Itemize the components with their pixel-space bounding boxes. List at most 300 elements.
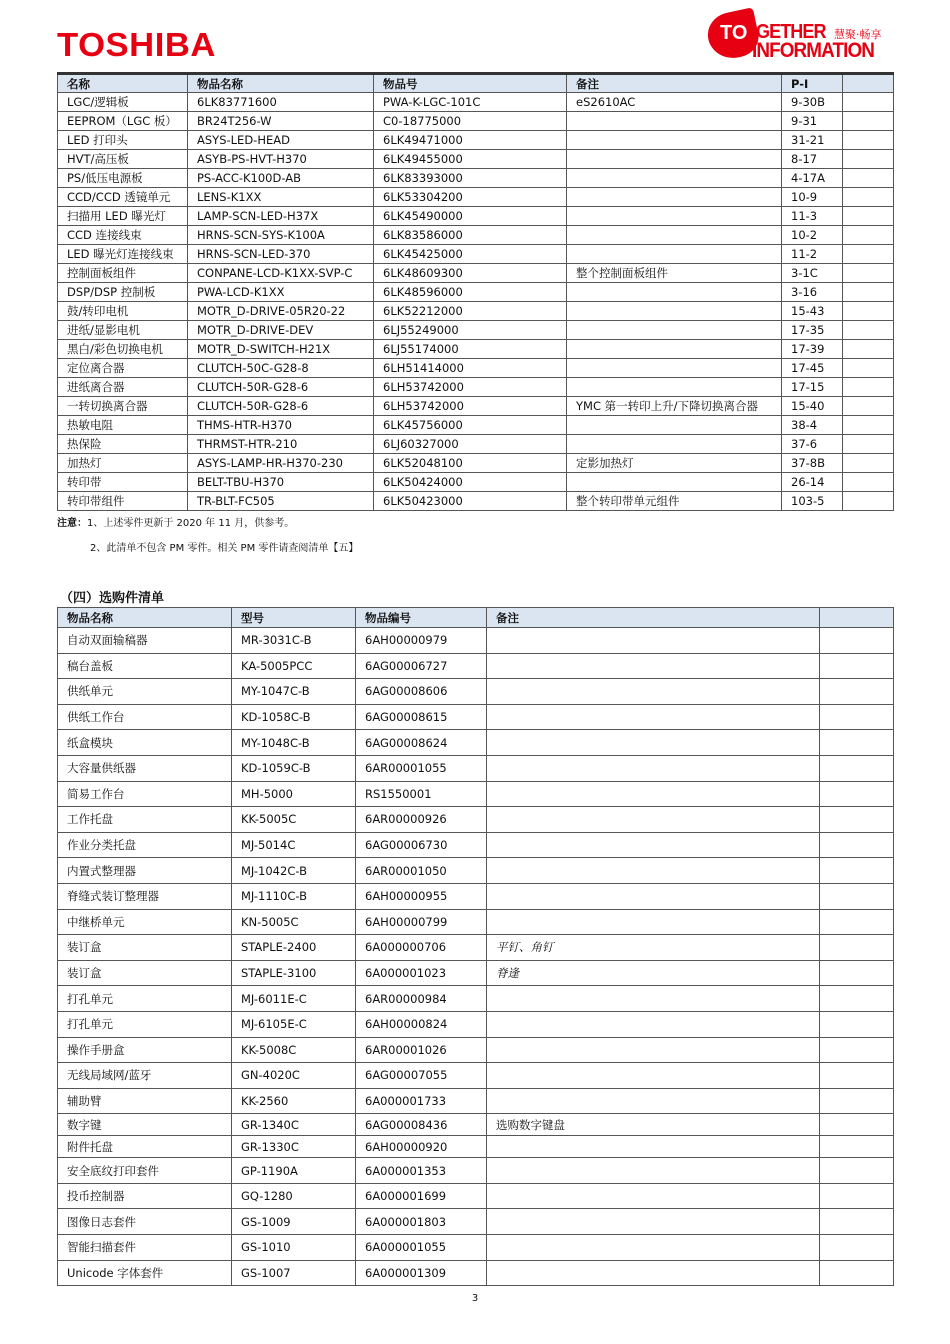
table-row	[58, 807, 894, 833]
table-cell: LGC/逻辑板	[58, 93, 188, 112]
table-cell	[487, 628, 820, 654]
table-cell	[843, 492, 894, 511]
table-row	[58, 679, 894, 705]
table-cell: BELT-TBU-H370	[188, 473, 374, 492]
table-cell: KK-5008C	[232, 1037, 356, 1063]
table-cell	[820, 704, 894, 730]
column-header: 名称	[58, 74, 188, 93]
table-cell: 转印带组件	[58, 492, 188, 511]
table-cell: 转印带	[58, 473, 188, 492]
table-cell: CLUTCH-50C-G28-8	[188, 359, 374, 378]
table-cell: GN-4020C	[232, 1063, 356, 1089]
table-cell: CLUTCH-50R-G28-6	[188, 397, 374, 416]
table-cell: GS-1007	[232, 1260, 356, 1286]
table-cell	[820, 1088, 894, 1114]
table-cell: 脊逢	[487, 960, 820, 986]
note-line-1: 1、上述零件更新于 2020 年 11 月，供参考。	[87, 518, 295, 529]
table-row	[58, 188, 894, 207]
table-cell: 6LK83586000	[374, 226, 567, 245]
table-cell	[820, 679, 894, 705]
table-cell: STAPLE-3100	[232, 960, 356, 986]
table-cell: 打孔单元	[58, 986, 232, 1012]
table-cell	[487, 807, 820, 833]
table-cell: 17-15	[782, 378, 843, 397]
table-row	[58, 1158, 894, 1184]
table-cell: 投币控制器	[58, 1183, 232, 1209]
table-cell: eS2610AC	[567, 93, 782, 112]
table-cell: 作业分类托盘	[58, 832, 232, 858]
table-cell	[820, 1209, 894, 1235]
column-header: 备注	[487, 608, 820, 628]
table-cell: LED 曝光灯连接线束	[58, 245, 188, 264]
table-cell	[843, 454, 894, 473]
table-cell	[487, 1011, 820, 1037]
table-row	[58, 1063, 894, 1089]
table-cell: 一转切换离合器	[58, 397, 188, 416]
table-cell	[567, 131, 782, 150]
table-cell: 选购数字键盘	[487, 1114, 820, 1136]
table-cell: 6A000001023	[356, 960, 487, 986]
table-cell	[487, 704, 820, 730]
table-cell	[843, 245, 894, 264]
table-cell: EEPROM（LGC 板）	[58, 112, 188, 131]
table-cell	[843, 359, 894, 378]
table-cell	[567, 473, 782, 492]
table-cell	[843, 435, 894, 454]
table-row	[58, 1136, 894, 1158]
table-row	[58, 245, 894, 264]
table-cell: MH-5000	[232, 781, 356, 807]
table-cell	[820, 1011, 894, 1037]
table-row	[58, 1011, 894, 1037]
table-cell	[487, 858, 820, 884]
table-row	[58, 492, 894, 511]
table-cell: 操作手册盒	[58, 1037, 232, 1063]
table-cell	[567, 207, 782, 226]
table-cell: KD-1058C-B	[232, 704, 356, 730]
table-cell: 6LK83771600	[188, 93, 374, 112]
table-cell: 6LK49455000	[374, 150, 567, 169]
table-cell: 6AR00001055	[356, 755, 487, 781]
table-cell	[567, 245, 782, 264]
table-row	[58, 1037, 894, 1063]
logo-to: TO	[720, 22, 748, 44]
table-cell	[843, 321, 894, 340]
table-cell: 26-14	[782, 473, 843, 492]
table-cell: 38-4	[782, 416, 843, 435]
table-cell	[487, 755, 820, 781]
table-cell: CCD/CCD 透镜单元	[58, 188, 188, 207]
table-row	[58, 935, 894, 961]
table-cell: 6AG00008624	[356, 730, 487, 756]
table-cell: 热保险	[58, 435, 188, 454]
table-cell: LED 打印头	[58, 131, 188, 150]
together-information-logo	[706, 10, 896, 62]
table-cell	[843, 131, 894, 150]
table-cell: HVT/高压板	[58, 150, 188, 169]
table-cell: 6A000001803	[356, 1209, 487, 1235]
table-cell: MJ-1110C-B	[232, 883, 356, 909]
column-header	[820, 608, 894, 628]
table-cell: 大容量供纸器	[58, 755, 232, 781]
table-cell: 控制面板组件	[58, 264, 188, 283]
table-cell: 6AR00001050	[356, 858, 487, 884]
table-cell: 加热灯	[58, 454, 188, 473]
table-row	[58, 1260, 894, 1286]
table-row	[58, 1114, 894, 1136]
table-cell	[820, 1235, 894, 1261]
table-cell: 扫描用 LED 曝光灯	[58, 207, 188, 226]
table-cell: 图像日志套件	[58, 1209, 232, 1235]
table-cell	[487, 883, 820, 909]
table-cell: 6LK45425000	[374, 245, 567, 264]
table-cell: 6LJ55249000	[374, 321, 567, 340]
table-cell: 6LK48596000	[374, 283, 567, 302]
parts-table	[57, 72, 894, 511]
table-cell	[820, 1136, 894, 1158]
table-row	[58, 302, 894, 321]
table-row	[58, 883, 894, 909]
table-row	[58, 321, 894, 340]
table-cell: 11-2	[782, 245, 843, 264]
table-cell: 6LK48609300	[374, 264, 567, 283]
table-cell: 安全底纹打印套件	[58, 1158, 232, 1184]
table-cell: MJ-6105E-C	[232, 1011, 356, 1037]
table-cell: 热敏电阻	[58, 416, 188, 435]
table-cell	[487, 986, 820, 1012]
column-header: 物品名称	[188, 74, 374, 93]
table-cell	[820, 1158, 894, 1184]
table-cell: 6LK52048100	[374, 454, 567, 473]
table-cell: 11-3	[782, 207, 843, 226]
table-cell: 6AR00000926	[356, 807, 487, 833]
table-cell: 6LJ60327000	[374, 435, 567, 454]
table-cell: 6AH00000799	[356, 909, 487, 935]
table-cell: 打孔单元	[58, 1011, 232, 1037]
table-cell: 6A000001733	[356, 1088, 487, 1114]
table-cell: 6LK83393000	[374, 169, 567, 188]
table-cell	[487, 909, 820, 935]
table-row	[58, 93, 894, 112]
column-header: P-I	[782, 74, 843, 93]
table-cell: MY-1047C-B	[232, 679, 356, 705]
table-cell: 4-17A	[782, 169, 843, 188]
table-cell: 6LH51414000	[374, 359, 567, 378]
table-cell: 6LH53742000	[374, 397, 567, 416]
table-cell: KK-2560	[232, 1088, 356, 1114]
table-row	[58, 628, 894, 654]
table-cell: 103-5	[782, 492, 843, 511]
table-cell: THMS-HTR-H370	[188, 416, 374, 435]
table-cell: CCD 连接线束	[58, 226, 188, 245]
table-cell: 装订盒	[58, 935, 232, 961]
table-cell	[843, 283, 894, 302]
table-cell: 定位离合器	[58, 359, 188, 378]
table-row	[58, 378, 894, 397]
table-cell	[567, 169, 782, 188]
column-header	[843, 74, 894, 93]
table-cell: MOTR_D-DRIVE-05R20-22	[188, 302, 374, 321]
table-cell	[820, 1037, 894, 1063]
table-cell: TR-BLT-FC505	[188, 492, 374, 511]
table-cell: 平钉、角钉	[487, 935, 820, 961]
table-cell	[820, 832, 894, 858]
table-cell	[820, 883, 894, 909]
table-row	[58, 264, 894, 283]
table-cell: 37-6	[782, 435, 843, 454]
table-cell: MR-3031C-B	[232, 628, 356, 654]
table-row	[58, 1235, 894, 1261]
table-row	[58, 909, 894, 935]
table-cell: 6LH53742000	[374, 378, 567, 397]
table-cell	[567, 188, 782, 207]
table-row	[58, 283, 894, 302]
table-cell	[820, 628, 894, 654]
table-cell: THRMST-HTR-210	[188, 435, 374, 454]
table-row	[58, 473, 894, 492]
note-label: 注意：	[57, 518, 87, 529]
table-cell	[843, 169, 894, 188]
table-cell	[487, 1260, 820, 1286]
table-cell: 6AH00000955	[356, 883, 487, 909]
table-cell: 3-16	[782, 283, 843, 302]
table-cell: 简易工作台	[58, 781, 232, 807]
table-cell: CONPANE-LCD-K1XX-SVP-C	[188, 264, 374, 283]
table-cell: BR24T256-W	[188, 112, 374, 131]
table-row	[58, 169, 894, 188]
table-cell: 8-17	[782, 150, 843, 169]
table-cell: MY-1048C-B	[232, 730, 356, 756]
table-cell: CLUTCH-50R-G28-6	[188, 378, 374, 397]
table-cell	[843, 150, 894, 169]
table-cell: KA-5005PCC	[232, 653, 356, 679]
table-cell	[820, 653, 894, 679]
table-cell	[487, 1063, 820, 1089]
table-cell: LAMP-SCN-LED-H37X	[188, 207, 374, 226]
table-cell	[487, 1209, 820, 1235]
table-row	[58, 150, 894, 169]
table-row	[58, 858, 894, 884]
table-cell	[487, 653, 820, 679]
table-cell	[567, 226, 782, 245]
logo-line1: GETHER	[756, 21, 826, 43]
table-cell: KD-1059C-B	[232, 755, 356, 781]
table-cell	[820, 986, 894, 1012]
table-cell: 15-43	[782, 302, 843, 321]
table-cell: GR-1330C	[232, 1136, 356, 1158]
table-cell: 17-45	[782, 359, 843, 378]
table-cell	[567, 150, 782, 169]
logo-cn: 慧聚·畅享	[834, 28, 882, 41]
table-cell: 6LK50423000	[374, 492, 567, 511]
table-cell: ASYB-PS-HVT-H370	[188, 150, 374, 169]
table-row	[58, 730, 894, 756]
table-cell: PWA-LCD-K1XX	[188, 283, 374, 302]
table-cell: 6LK53304200	[374, 188, 567, 207]
column-header: 型号	[232, 608, 356, 628]
table-cell: 稿台盖板	[58, 653, 232, 679]
table-cell: 37-8B	[782, 454, 843, 473]
table-cell	[567, 283, 782, 302]
table-cell: HRNS-SCN-SYS-K100A	[188, 226, 374, 245]
table-cell	[567, 340, 782, 359]
table-cell	[820, 755, 894, 781]
table-cell: 6AG00008436	[356, 1114, 487, 1136]
table-header-row	[58, 74, 894, 93]
table-row	[58, 435, 894, 454]
table-cell: MOTR_D-DRIVE-DEV	[188, 321, 374, 340]
table-row	[58, 131, 894, 150]
table-cell: 6LK49471000	[374, 131, 567, 150]
table-cell: YMC 第一转印上升/下降切换离合器	[567, 397, 782, 416]
table-row	[58, 653, 894, 679]
table-cell: LENS-K1XX	[188, 188, 374, 207]
table-row	[58, 704, 894, 730]
table-cell: 定影加热灯	[567, 454, 782, 473]
table-cell: 17-35	[782, 321, 843, 340]
column-header: 物品名称	[58, 608, 232, 628]
table-cell: GS-1009	[232, 1209, 356, 1235]
table-cell: 自动双面输稿器	[58, 628, 232, 654]
table-cell	[843, 416, 894, 435]
column-header: 物品号	[374, 74, 567, 93]
table-row	[58, 340, 894, 359]
table-cell	[567, 359, 782, 378]
table-cell: 供纸单元	[58, 679, 232, 705]
table-cell: 附件托盘	[58, 1136, 232, 1158]
table-row	[58, 986, 894, 1012]
table-cell	[843, 264, 894, 283]
table-cell	[487, 730, 820, 756]
table-cell: 15-40	[782, 397, 843, 416]
table-cell: PS-ACC-K100D-AB	[188, 169, 374, 188]
table-cell	[843, 112, 894, 131]
table-cell	[843, 378, 894, 397]
table-cell: 纸盒模块	[58, 730, 232, 756]
table-cell	[820, 807, 894, 833]
table-cell	[820, 1260, 894, 1286]
table-header-row	[58, 608, 894, 628]
table-cell: 无线局域网/蓝牙	[58, 1063, 232, 1089]
table-cell: 中继桥单元	[58, 909, 232, 935]
table-cell: GP-1190A	[232, 1158, 356, 1184]
table-cell	[820, 1114, 894, 1136]
table-cell: 6LK45756000	[374, 416, 567, 435]
table-cell: PS/低压电源板	[58, 169, 188, 188]
table-row	[58, 781, 894, 807]
table-cell: Unicode 字体套件	[58, 1260, 232, 1286]
table-cell	[820, 960, 894, 986]
table-cell: MJ-1042C-B	[232, 858, 356, 884]
table-cell: KN-5005C	[232, 909, 356, 935]
table-cell: ASYS-LAMP-HR-H370-230	[188, 454, 374, 473]
table-cell	[567, 112, 782, 131]
table-cell: MJ-6011E-C	[232, 986, 356, 1012]
section-title: （四）选购件清单	[60, 591, 165, 606]
table-row	[58, 397, 894, 416]
table-cell: 17-39	[782, 340, 843, 359]
toshiba-logo: TOSHIBA	[57, 26, 216, 63]
table-cell: 6A000000706	[356, 935, 487, 961]
table-row	[58, 207, 894, 226]
table-cell	[487, 679, 820, 705]
table-cell: ASYS-LED-HEAD	[188, 131, 374, 150]
table-cell	[487, 781, 820, 807]
table-cell: 装订盒	[58, 960, 232, 986]
table-cell	[487, 1037, 820, 1063]
table-cell: 鼓/转印电机	[58, 302, 188, 321]
table-cell	[820, 935, 894, 961]
table-cell	[843, 207, 894, 226]
table-cell	[843, 340, 894, 359]
table-cell: 6LK52212000	[374, 302, 567, 321]
table-cell: 6AR00001026	[356, 1037, 487, 1063]
table-row	[58, 832, 894, 858]
table-cell	[487, 1183, 820, 1209]
table-row	[58, 226, 894, 245]
table-cell: 进纸/显影电机	[58, 321, 188, 340]
table-cell: 6AG00007055	[356, 1063, 487, 1089]
table-cell: GS-1010	[232, 1235, 356, 1261]
table-cell: 6LJ55174000	[374, 340, 567, 359]
table-row	[58, 960, 894, 986]
table-cell	[567, 321, 782, 340]
table-row	[58, 1088, 894, 1114]
table-cell: 6AG00008615	[356, 704, 487, 730]
table-cell: 6AG00006730	[356, 832, 487, 858]
table-cell: 9-30B	[782, 93, 843, 112]
table-cell: DSP/DSP 控制板	[58, 283, 188, 302]
note-1	[57, 514, 294, 529]
table-cell	[820, 1063, 894, 1089]
table-cell	[820, 858, 894, 884]
table-cell	[487, 1158, 820, 1184]
table-row	[58, 1209, 894, 1235]
options-table	[57, 607, 894, 1286]
table-cell: 黑白/彩色切换电机	[58, 340, 188, 359]
table-cell	[487, 832, 820, 858]
table-cell	[820, 781, 894, 807]
table-cell	[843, 473, 894, 492]
column-header: 物品编号	[356, 608, 487, 628]
table-row	[58, 755, 894, 781]
table-cell: STAPLE-2400	[232, 935, 356, 961]
table-row	[58, 359, 894, 378]
table-cell	[843, 397, 894, 416]
table-row	[58, 454, 894, 473]
table-cell: 工作托盘	[58, 807, 232, 833]
table-cell: 31-21	[782, 131, 843, 150]
table-cell: 9-31	[782, 112, 843, 131]
table-cell: 内置式整理器	[58, 858, 232, 884]
table-cell: 整个转印带单元组件	[567, 492, 782, 511]
table-cell	[567, 302, 782, 321]
table-cell: MOTR_D-SWITCH-H21X	[188, 340, 374, 359]
table-cell: 6AR00000984	[356, 986, 487, 1012]
table-cell: 6A000001055	[356, 1235, 487, 1261]
table-cell: 6LK50424000	[374, 473, 567, 492]
table-cell: PWA-K-LGC-101C	[374, 93, 567, 112]
table-cell: RS1550001	[356, 781, 487, 807]
table-cell	[567, 435, 782, 454]
table-cell: C0-18775000	[374, 112, 567, 131]
table-row	[58, 1183, 894, 1209]
table-cell: 6A000001309	[356, 1260, 487, 1286]
table-cell	[487, 1235, 820, 1261]
table-cell: 6LK45490000	[374, 207, 567, 226]
table-cell	[567, 416, 782, 435]
table-cell: 10-2	[782, 226, 843, 245]
